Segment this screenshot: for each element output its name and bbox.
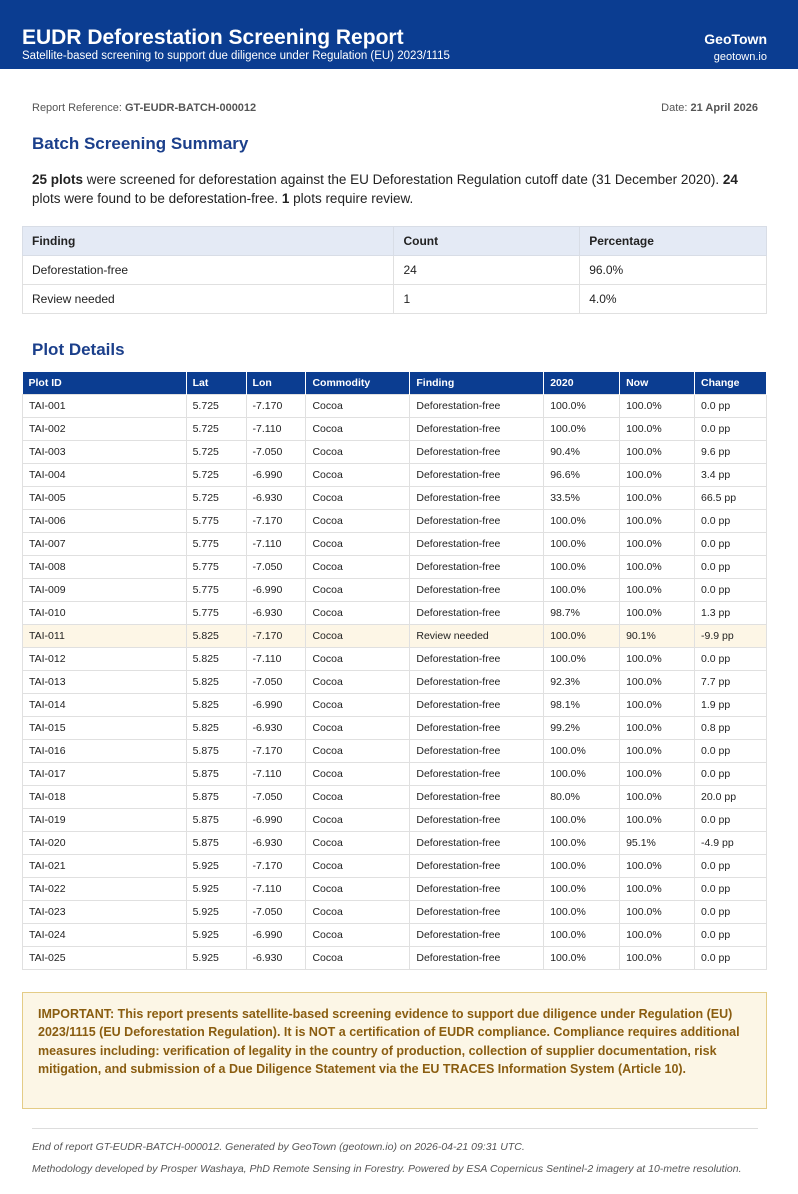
table-cell: 0.0 pp: [695, 417, 767, 440]
table-cell: Deforestation-free: [410, 555, 544, 578]
table-cell: TAI-021: [23, 854, 187, 877]
summary-col-header: Finding: [23, 227, 394, 256]
table-row: [23, 578, 767, 601]
table-cell: 5.925: [186, 923, 246, 946]
details-col-header: Finding: [410, 372, 544, 394]
table-cell: TAI-010: [23, 601, 187, 624]
table-cell: 0.0 pp: [695, 394, 767, 417]
summary-cell: Review needed: [23, 285, 394, 314]
table-cell: 0.0 pp: [695, 739, 767, 762]
table-cell: 66.5 pp: [695, 486, 767, 509]
summary-review-count: 1: [281, 191, 290, 206]
table-cell: -7.050: [246, 440, 306, 463]
details-col-header: 2020: [544, 372, 620, 394]
table-cell: 33.5%: [544, 486, 620, 509]
table-cell: TAI-003: [23, 440, 187, 463]
table-row: [23, 394, 767, 417]
table-cell: Cocoa: [306, 509, 410, 532]
table-cell: -9.9 pp: [695, 624, 767, 647]
table-row: [23, 877, 767, 900]
table-cell: 3.4 pp: [695, 463, 767, 486]
table-cell: 100.0%: [620, 693, 695, 716]
table-cell: 0.0 pp: [695, 900, 767, 923]
table-cell: Cocoa: [306, 670, 410, 693]
table-cell: Deforestation-free: [410, 440, 544, 463]
table-cell: TAI-004: [23, 463, 187, 486]
table-cell: 0.0 pp: [695, 946, 767, 969]
table-cell: 80.0%: [544, 785, 620, 808]
details-col-header: Commodity: [306, 372, 410, 394]
table-cell: 92.3%: [544, 670, 620, 693]
table-cell: 0.0 pp: [695, 854, 767, 877]
table-cell: 9.6 pp: [695, 440, 767, 463]
table-cell: Deforestation-free: [410, 808, 544, 831]
table-cell: Cocoa: [306, 578, 410, 601]
table-cell: 5.825: [186, 670, 246, 693]
table-cell: Deforestation-free: [410, 739, 544, 762]
table-cell: 100.0%: [544, 762, 620, 785]
report-title: EUDR Deforestation Screening Report: [22, 26, 404, 49]
table-cell: 100.0%: [620, 601, 695, 624]
table-cell: 5.875: [186, 739, 246, 762]
table-cell: -6.930: [246, 601, 306, 624]
table-cell: 100.0%: [544, 555, 620, 578]
table-cell: -6.930: [246, 946, 306, 969]
table-cell: TAI-017: [23, 762, 187, 785]
table-row: [23, 486, 767, 509]
summary-col-header: Percentage: [580, 227, 767, 256]
table-cell: 100.0%: [620, 555, 695, 578]
table-cell: -7.050: [246, 785, 306, 808]
summary-text-2: plots were found to be deforestation-free.: [32, 191, 282, 206]
table-cell: 98.1%: [544, 693, 620, 716]
table-cell: 100.0%: [620, 532, 695, 555]
table-cell: 100.0%: [620, 417, 695, 440]
summary-col-header: Count: [394, 227, 580, 256]
table-cell: Cocoa: [306, 716, 410, 739]
summary-heading: Batch Screening Summary: [32, 134, 249, 153]
table-cell: 100.0%: [620, 739, 695, 762]
table-row: [23, 785, 767, 808]
table-cell: TAI-002: [23, 417, 187, 440]
table-cell: Cocoa: [306, 900, 410, 923]
table-cell: 5.775: [186, 532, 246, 555]
table-cell: 5.775: [186, 601, 246, 624]
table-cell: TAI-022: [23, 877, 187, 900]
table-cell: 0.0 pp: [695, 923, 767, 946]
table-cell: 100.0%: [620, 854, 695, 877]
table-cell: 100.0%: [544, 831, 620, 854]
table-cell: 0.0 pp: [695, 877, 767, 900]
table-cell: 5.875: [186, 831, 246, 854]
table-cell: 100.0%: [620, 509, 695, 532]
table-row: [23, 923, 767, 946]
table-cell: Deforestation-free: [410, 716, 544, 739]
table-cell: Deforestation-free: [410, 394, 544, 417]
table-cell: Deforestation-free: [410, 509, 544, 532]
table-cell: 100.0%: [544, 647, 620, 670]
table-cell: Deforestation-free: [410, 946, 544, 969]
table-cell: 5.875: [186, 762, 246, 785]
table-cell: Deforestation-free: [410, 762, 544, 785]
table-cell: 5.725: [186, 486, 246, 509]
table-cell: Cocoa: [306, 693, 410, 716]
details-header-row: [23, 372, 767, 394]
table-cell: Cocoa: [306, 808, 410, 831]
table-cell: 0.0 pp: [695, 647, 767, 670]
table-row: [23, 716, 767, 739]
table-cell: Cocoa: [306, 486, 410, 509]
table-cell: -6.990: [246, 808, 306, 831]
table-cell: 100.0%: [544, 532, 620, 555]
table-cell: 5.725: [186, 440, 246, 463]
table-cell: Cocoa: [306, 946, 410, 969]
table-cell: Cocoa: [306, 647, 410, 670]
table-row: [23, 693, 767, 716]
table-cell: TAI-014: [23, 693, 187, 716]
table-row: [23, 555, 767, 578]
table-cell: -6.990: [246, 923, 306, 946]
table-cell: -7.110: [246, 762, 306, 785]
table-cell: 5.725: [186, 417, 246, 440]
table-cell: 100.0%: [544, 900, 620, 923]
table-cell: Deforestation-free: [410, 831, 544, 854]
table-cell: Cocoa: [306, 831, 410, 854]
table-cell: 100.0%: [544, 808, 620, 831]
table-cell: -7.170: [246, 854, 306, 877]
summary-free-count: 24: [722, 172, 738, 187]
table-cell: 100.0%: [544, 394, 620, 417]
table-cell: TAI-006: [23, 509, 187, 532]
table-cell: 5.875: [186, 808, 246, 831]
table-cell: TAI-019: [23, 808, 187, 831]
table-cell: 0.0 pp: [695, 762, 767, 785]
table-cell: -6.990: [246, 463, 306, 486]
table-cell: Cocoa: [306, 923, 410, 946]
table-cell: 99.2%: [544, 716, 620, 739]
table-row: [23, 739, 767, 762]
table-cell: 100.0%: [620, 946, 695, 969]
table-cell: Cocoa: [306, 601, 410, 624]
footer-line-1: End of report GT-EUDR-BATCH-000012. Generated by GeoTown (geotown.io) on 2026-04-21 09:31 UTC.: [32, 1141, 525, 1153]
table-cell: 5.825: [186, 716, 246, 739]
table-cell: -7.050: [246, 670, 306, 693]
footer-divider: [32, 1128, 758, 1129]
compliance-notice: IMPORTANT: This report presents satellite-based screening evidence to support due diligence under Regulation (EU) 2023/1115 (EU Deforestation Regulation). It is NOT a certification of EUDR compliance. Compliance requires additional measures including: verification of legality in the country of production, collection of supplier documentation, risk mitigation, and submission of a Due Diligence Statement via the EU TRACES Information System (Article 10).: [22, 992, 767, 1109]
table-cell: 100.0%: [620, 900, 695, 923]
table-row: [23, 946, 767, 969]
table-cell: Deforestation-free: [410, 463, 544, 486]
table-cell: Cocoa: [306, 624, 410, 647]
table-cell: 100.0%: [620, 440, 695, 463]
table-cell: TAI-015: [23, 716, 187, 739]
table-cell: 100.0%: [620, 647, 695, 670]
table-cell: -7.110: [246, 417, 306, 440]
table-cell: 5.825: [186, 624, 246, 647]
table-cell: 100.0%: [620, 923, 695, 946]
table-cell: -6.990: [246, 578, 306, 601]
table-cell: TAI-012: [23, 647, 187, 670]
summary-cell: 24: [394, 256, 580, 285]
table-cell: 100.0%: [620, 716, 695, 739]
summary-cell: 1: [394, 285, 580, 314]
table-cell: Cocoa: [306, 440, 410, 463]
table-row: [23, 670, 767, 693]
table-row: [23, 532, 767, 555]
table-cell: TAI-008: [23, 555, 187, 578]
table-cell: 5.775: [186, 509, 246, 532]
table-cell: Cocoa: [306, 762, 410, 785]
summary-count: 25 plots: [32, 172, 84, 187]
table-cell: TAI-001: [23, 394, 187, 417]
table-cell: Cocoa: [306, 394, 410, 417]
brand-url: geotown.io: [713, 51, 767, 63]
table-cell: 96.6%: [544, 463, 620, 486]
details-col-header: Now: [620, 372, 695, 394]
table-cell: -7.050: [246, 900, 306, 923]
table-cell: 100.0%: [620, 877, 695, 900]
table-cell: 100.0%: [620, 394, 695, 417]
table-row: [23, 601, 767, 624]
report-meta: [32, 102, 758, 116]
table-cell: TAI-018: [23, 785, 187, 808]
table-cell: TAI-020: [23, 831, 187, 854]
table-cell: 100.0%: [544, 624, 620, 647]
details-col-header: Lat: [186, 372, 246, 394]
table-cell: 100.0%: [620, 670, 695, 693]
table-cell: 95.1%: [620, 831, 695, 854]
table-cell: Cocoa: [306, 463, 410, 486]
table-cell: Deforestation-free: [410, 417, 544, 440]
summary-text-3: plots require review.: [289, 191, 414, 206]
table-row: [23, 440, 767, 463]
table-cell: TAI-011: [23, 624, 187, 647]
table-cell: 5.825: [186, 693, 246, 716]
table-cell: -7.170: [246, 394, 306, 417]
table-row: [23, 647, 767, 670]
summary-header-row: [23, 227, 767, 256]
table-cell: 100.0%: [620, 808, 695, 831]
table-cell: Cocoa: [306, 739, 410, 762]
table-cell: 5.725: [186, 463, 246, 486]
table-cell: Deforestation-free: [410, 785, 544, 808]
table-cell: TAI-009: [23, 578, 187, 601]
table-cell: 5.825: [186, 647, 246, 670]
table-cell: Review needed: [410, 624, 544, 647]
table-cell: Deforestation-free: [410, 486, 544, 509]
table-cell: -7.110: [246, 647, 306, 670]
summary-table: [22, 226, 767, 314]
table-cell: TAI-024: [23, 923, 187, 946]
table-cell: 5.925: [186, 877, 246, 900]
table-cell: 100.0%: [620, 785, 695, 808]
table-cell: Deforestation-free: [410, 900, 544, 923]
table-cell: Deforestation-free: [410, 601, 544, 624]
reference-label: Report Reference:: [32, 102, 122, 114]
summary-cell: 96.0%: [580, 256, 767, 285]
table-cell: -7.170: [246, 509, 306, 532]
table-cell: TAI-023: [23, 900, 187, 923]
table-cell: 5.775: [186, 578, 246, 601]
table-cell: Deforestation-free: [410, 670, 544, 693]
report-subtitle: Satellite-based screening to support due diligence under Regulation (EU) 2023/1115: [22, 50, 450, 62]
plot-details-heading: Plot Details: [32, 340, 125, 359]
table-cell: 100.0%: [544, 854, 620, 877]
table-cell: 0.0 pp: [695, 509, 767, 532]
table-cell: Deforestation-free: [410, 578, 544, 601]
date-label: Date:: [661, 102, 688, 114]
table-cell: Deforestation-free: [410, 877, 544, 900]
report-header: [0, 0, 798, 69]
table-cell: -6.930: [246, 486, 306, 509]
table-cell: Deforestation-free: [410, 532, 544, 555]
table-cell: Deforestation-free: [410, 854, 544, 877]
summary-cell: Deforestation-free: [23, 256, 394, 285]
table-row: [23, 762, 767, 785]
table-cell: 100.0%: [544, 509, 620, 532]
summary-row: [23, 285, 767, 314]
table-cell: Cocoa: [306, 854, 410, 877]
table-cell: Cocoa: [306, 785, 410, 808]
table-cell: 5.725: [186, 394, 246, 417]
table-cell: 5.925: [186, 854, 246, 877]
table-cell: -7.170: [246, 624, 306, 647]
table-cell: Cocoa: [306, 555, 410, 578]
table-cell: -6.990: [246, 693, 306, 716]
table-cell: Deforestation-free: [410, 693, 544, 716]
table-cell: -7.050: [246, 555, 306, 578]
details-col-header: Lon: [246, 372, 306, 394]
table-cell: TAI-013: [23, 670, 187, 693]
table-cell: 100.0%: [544, 739, 620, 762]
table-row: [23, 900, 767, 923]
table-cell: 5.925: [186, 946, 246, 969]
plot-details-table: [22, 372, 767, 970]
table-cell: 5.775: [186, 555, 246, 578]
table-cell: -7.110: [246, 877, 306, 900]
table-cell: -6.930: [246, 831, 306, 854]
table-cell: 0.0 pp: [695, 808, 767, 831]
table-cell: Deforestation-free: [410, 647, 544, 670]
table-cell: 1.9 pp: [695, 693, 767, 716]
details-body: [23, 394, 767, 969]
table-row: [23, 831, 767, 854]
summary-text-1: were screened for deforestation against the EU Deforestation Regulation cutoff date (31 December 2020).: [83, 172, 723, 187]
table-cell: Cocoa: [306, 532, 410, 555]
table-cell: 100.0%: [544, 923, 620, 946]
table-row: [23, 463, 767, 486]
table-cell: -7.170: [246, 739, 306, 762]
table-cell: -6.930: [246, 716, 306, 739]
date-value: 21 April 2026: [690, 102, 758, 114]
table-cell: Cocoa: [306, 417, 410, 440]
table-row: [23, 624, 767, 647]
table-cell: 100.0%: [544, 578, 620, 601]
table-cell: 90.1%: [620, 624, 695, 647]
summary-cell: 4.0%: [580, 285, 767, 314]
summary-row: [23, 256, 767, 285]
table-cell: -4.9 pp: [695, 831, 767, 854]
table-cell: 100.0%: [620, 463, 695, 486]
table-cell: -7.110: [246, 532, 306, 555]
table-cell: 20.0 pp: [695, 785, 767, 808]
table-row: [23, 808, 767, 831]
table-row: [23, 854, 767, 877]
table-cell: 0.8 pp: [695, 716, 767, 739]
table-cell: 0.0 pp: [695, 532, 767, 555]
summary-paragraph: [32, 170, 767, 208]
table-cell: 5.875: [186, 785, 246, 808]
report-reference: [32, 102, 256, 114]
footer-line-2: Methodology developed by Prosper Washaya, PhD Remote Sensing in Forestry. Powered by ESA Copernicus Sentinel-2 imagery at 10-metre resolution.: [32, 1163, 742, 1175]
table-cell: 5.925: [186, 900, 246, 923]
details-col-header: Plot ID: [23, 372, 187, 394]
table-cell: TAI-007: [23, 532, 187, 555]
reference-value: GT-EUDR-BATCH-000012: [124, 102, 257, 114]
table-cell: 0.0 pp: [695, 578, 767, 601]
table-cell: 0.0 pp: [695, 555, 767, 578]
table-cell: 1.3 pp: [695, 601, 767, 624]
details-col-header: Change: [695, 372, 767, 394]
table-cell: TAI-025: [23, 946, 187, 969]
table-row: [23, 509, 767, 532]
table-cell: 100.0%: [544, 877, 620, 900]
table-cell: Cocoa: [306, 877, 410, 900]
brand-name: GeoTown: [704, 31, 767, 47]
table-cell: 100.0%: [620, 762, 695, 785]
table-cell: 7.7 pp: [695, 670, 767, 693]
table-cell: TAI-005: [23, 486, 187, 509]
table-cell: Deforestation-free: [410, 923, 544, 946]
table-cell: 98.7%: [544, 601, 620, 624]
table-cell: 100.0%: [544, 417, 620, 440]
table-row: [23, 417, 767, 440]
table-cell: TAI-016: [23, 739, 187, 762]
table-cell: 100.0%: [544, 946, 620, 969]
table-cell: 100.0%: [620, 578, 695, 601]
table-cell: 100.0%: [620, 486, 695, 509]
report-date: [661, 102, 758, 114]
table-cell: 90.4%: [544, 440, 620, 463]
